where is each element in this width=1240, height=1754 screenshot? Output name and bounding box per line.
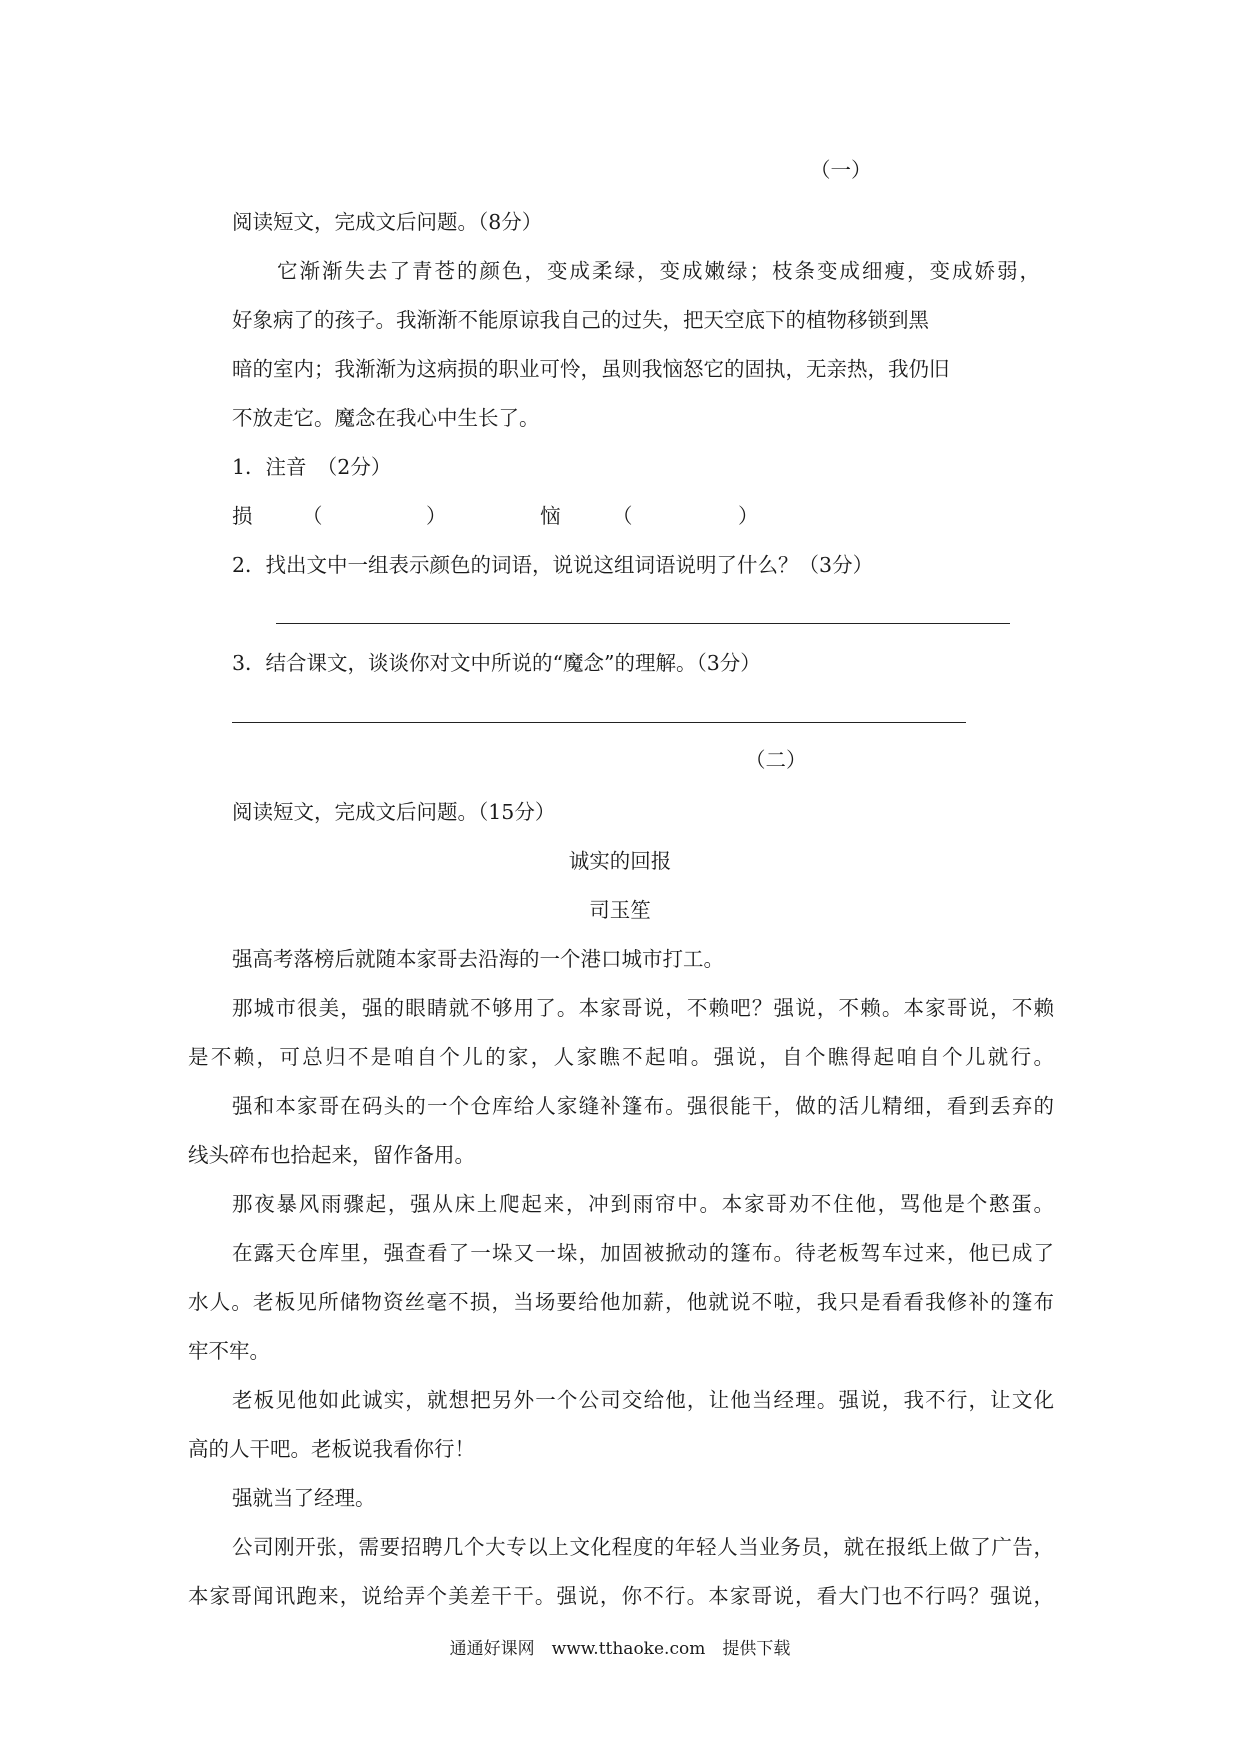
- section-marker-2: （二）: [745, 748, 807, 772]
- passage-line: 好象病了的孩子。我渐渐不能原谅我自己的过失，把天空底下的植物移锁到黑: [232, 308, 929, 332]
- article-line: 在露天仓库里，强查看了一垛又一垛，加固被掀动的篷布。待老板驾车过来，他已成了: [232, 1241, 1054, 1265]
- article-line: 水人。老板见所储物资丝毫不损，当场要给他加薪，他就说不啦，我只是看看我修补的篷布: [188, 1290, 1054, 1314]
- pinyin-char-1: 损: [232, 504, 253, 528]
- page-footer: 通通好课网 www.tthaoke.com 提供下载: [449, 1639, 791, 1659]
- question-1-title: 1．注音 （2分）: [232, 455, 392, 479]
- question-3: 3．结合课文，谈谈你对文中所说的“魔念”的理解。（3分）: [232, 651, 761, 675]
- article-line: 强高考落榜后就随本家哥去沿海的一个港口城市打工。: [232, 947, 724, 971]
- article-line: 本家哥闻讯跑来，说给弄个美差干干。强说，你不行。本家哥说，看大门也不行吗？强说，: [188, 1584, 1054, 1608]
- article-line: 公司刚开张，需要招聘几个大专以上文化程度的年轻人当业务员，就在报纸上做了广告，: [232, 1535, 1054, 1559]
- answer-line: [276, 623, 1010, 624]
- answer-paren-open: （: [302, 504, 323, 528]
- article-line: 那城市很美，强的眼睛就不够用了。本家哥说，不赖吧？强说，不赖。本家哥说，不赖: [232, 996, 1054, 1020]
- answer-paren-close: ）: [426, 504, 447, 528]
- article-line: 强就当了经理。: [232, 1486, 376, 1510]
- article-line: 牢不牢。: [188, 1339, 270, 1363]
- instruction-2: 阅读短文，完成文后问题。（15分）: [232, 800, 556, 824]
- passage-line: 暗的室内；我渐渐为这病损的职业可怜，虽则我恼怒它的固执，无亲热，我仍旧: [232, 357, 950, 381]
- instruction-1: 阅读短文，完成文后问题。（8分）: [232, 210, 543, 234]
- article-line: 是不赖，可总归不是咱自个儿的家，人家瞧不起咱。强说，自个瞧得起咱自个儿就行。: [188, 1045, 1054, 1069]
- passage-line: 它渐渐失去了青苍的颜色，变成柔绿，变成嫩绿；枝条变成细瘦，变成娇弱，: [232, 259, 1040, 283]
- article-line: 线头碎布也拾起来，留作备用。: [188, 1143, 475, 1167]
- answer-paren-close: ）: [738, 504, 759, 528]
- article-line: 强和本家哥在码头的一个仓库给人家缝补篷布。强很能干，做的活儿精细，看到丢弃的: [232, 1094, 1054, 1118]
- section-marker-1: （一）: [810, 158, 872, 182]
- article-line: 那夜暴风雨骤起，强从床上爬起来，冲到雨帘中。本家哥劝不住他，骂他是个憨蛋。: [232, 1192, 1054, 1216]
- question-2: 2．找出文中一组表示颜色的词语，说说这组词语说明了什么？（3分）: [232, 553, 874, 577]
- passage-line: 不放走它。魔念在我心中生长了。: [232, 406, 540, 430]
- answer-line: [232, 722, 966, 723]
- answer-paren-open: （: [612, 504, 633, 528]
- article-line: 老板见他如此诚实，就想把另外一个公司交给他，让他当经理。强说，我不行，让文化: [232, 1388, 1054, 1412]
- article-line: 高的人干吧。老板说我看你行！: [188, 1437, 475, 1461]
- article-author: 司玉笙: [589, 898, 651, 922]
- article-title: 诚实的回报: [568, 849, 672, 873]
- pinyin-char-2: 恼: [540, 504, 561, 528]
